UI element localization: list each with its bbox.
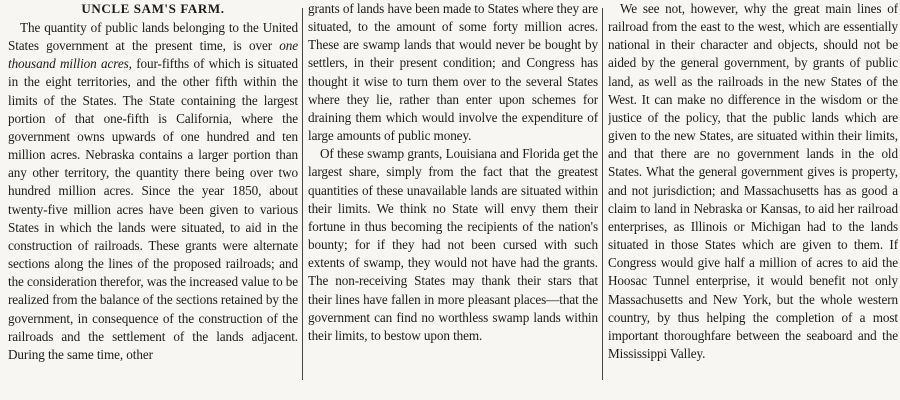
- paragraph-2: Of these swamp grants, Louisiana and Florida get the largest share, simply from the fact that the greatest quantities of these unavailable lands are situated within their limits. We think no State will envy them their fortune in thus becoming the recipients of the nation's bounty; for if they had not been cursed with such extents of swamp, they would not have had the grants. The non-receiving States may thank their stars that their lines have fallen in more pleasant places—that the government can find no worthless swamp lands within their limits, to bestow upon them.: [308, 146, 598, 343]
- column-2: [308, 0, 598, 400]
- column-1: [8, 0, 298, 400]
- column-3: [608, 0, 898, 400]
- paragraph-1-text-a: The quantity of public lands belonging to the United States government at the present time, is over: [8, 20, 298, 54]
- paragraph-1: [8, 19, 298, 364]
- paragraph-3: We see not, however, why the great main lines of railroad from the east to the west, which are essentially national in their character and objects, should not be aided by the general government, by grants of public land, as well as the railroads in the new States of the West. It can make no difference in the wisdom or the justice of the policy, that the public lands which are given to the new States, are situated within their limits, and that there are no government lands in the old States. What the general government gives is property, and not jurisdiction; and Massachusetts has as good a claim to land in Nebraska or Kansas, to aid her railroad enterprises, as Illinois or Michigan had to the lands situated in those States which are given to them. If Congress would give half a million of acres to aid the Hoosac Tunnel enterprise, it would benefit not only Massachusetts and New York, but the whole western country, by thus helping the completion of a most important thoroughfare between the seaboard and the Mississippi Valley.: [608, 1, 898, 361]
- article-headline: UNCLE SAM'S FARM.: [81, 1, 225, 16]
- paragraph-1-text-b: four-fifths of which is situated in the eight territories, and the other fifth within the limits of the States. The State containing the largest portion of that one-fifth is California, where the government owns upwards of one hundred and ten million acres. Nebraska contains a larger portion than any other territory, the quantity there being over two hundred million acres. Since the year 1850, about twenty-five million acres have been given to various States in which the lands were situated, to aid in the construction of railroads. These grants were alternate sections along the lines of the proposed railroads; and the consideration therefor, was the increased value to be realized from the balance of the sections retained by the government, in consequence of the construction of the railroads and the settlement of the lands adjacent. During the same time, other: [8, 56, 298, 362]
- paragraph-1-continued: grants of lands have been made to States where they are situated, to the amount of some forty million acres. These are swamp lands that would never be bought by settlers, in their present condition; and Congress has thought it wise to turn them over to the several States where they lie, rather than enter upon schemes for draining them which would involve the expenditure of large amounts of public money.: [308, 1, 598, 144]
- column-rule-right: [602, 8, 603, 380]
- paragraph-1-italic: one thousand million acres,: [8, 38, 298, 72]
- column-rule-left: [302, 8, 303, 380]
